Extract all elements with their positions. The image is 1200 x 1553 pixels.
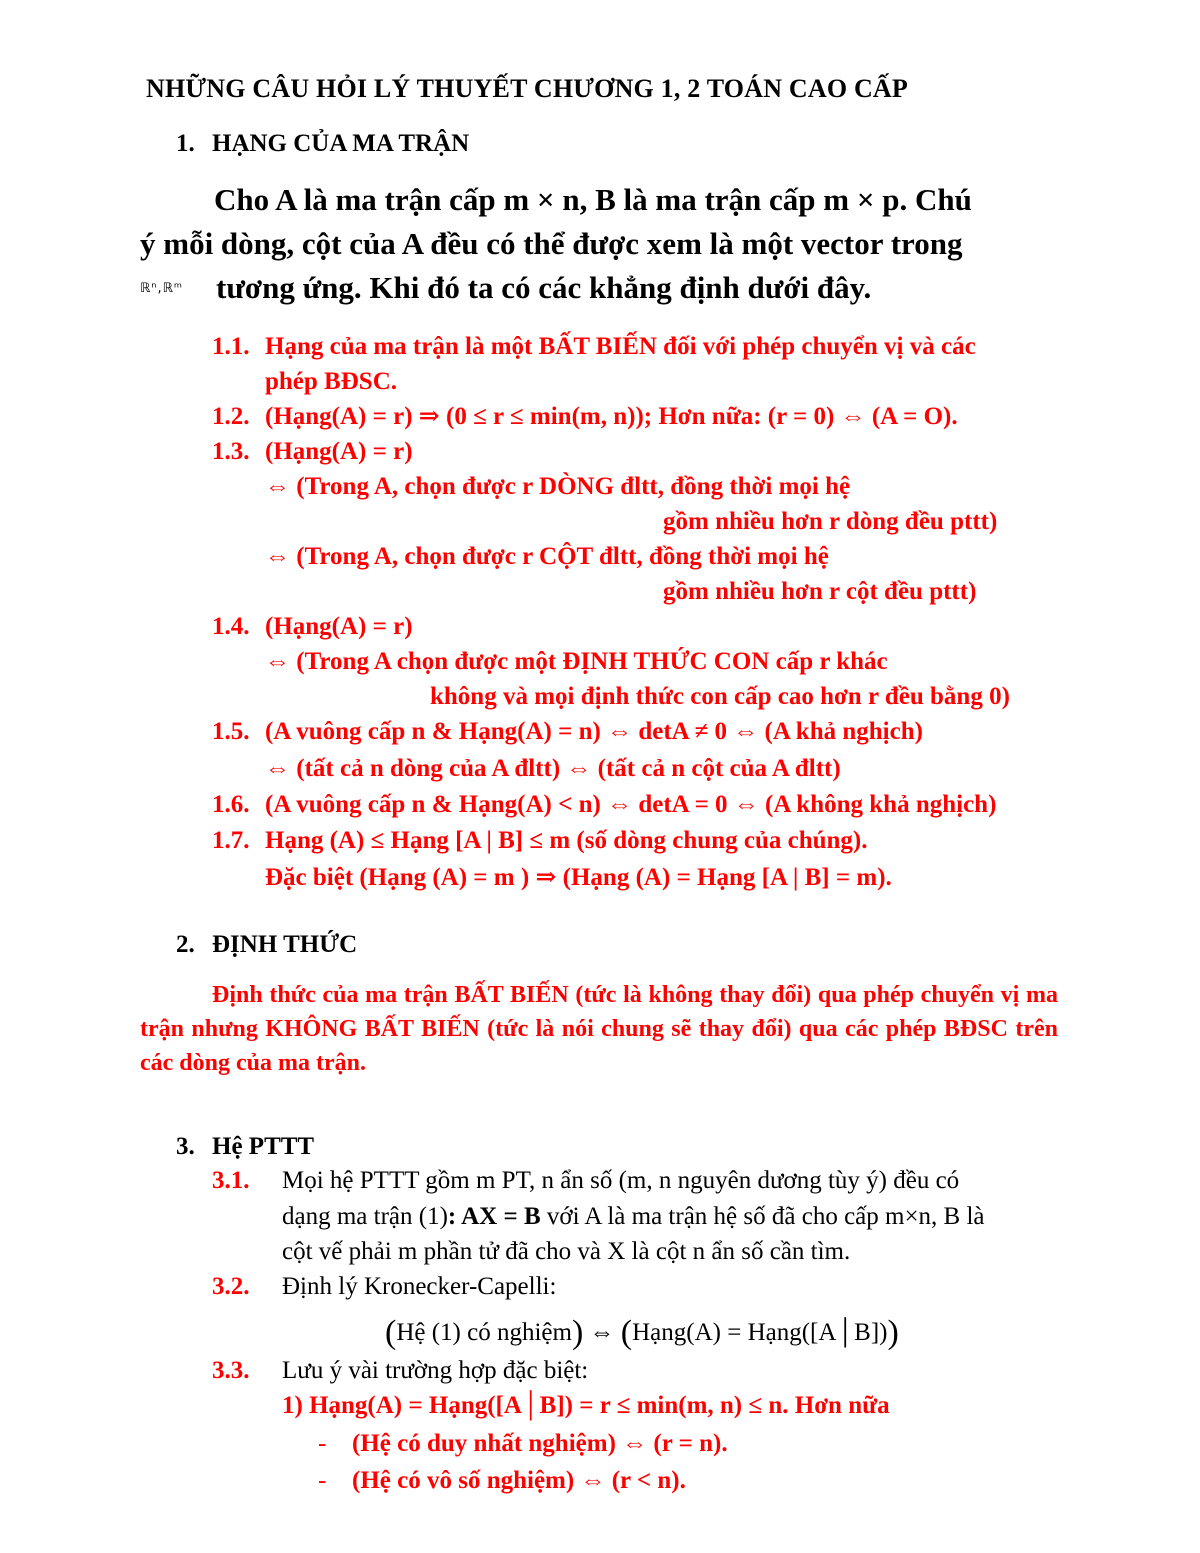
item-3-1-line-2 <box>282 1204 985 1229</box>
item-3-3-line-1: Lưu ý vài trường hợp đặc biệt: <box>282 1357 589 1384</box>
item-1-1-line-2: phép BĐSC. <box>265 368 397 395</box>
item-1-4-line-1: (Hạng(A) = r) <box>265 613 413 640</box>
dash-1: - <box>318 1430 327 1457</box>
case-1: 1) Hạng(A) = Hạng([A│B]) = r ≤ min(m, n) ≤ n. Hơn nữa <box>282 1392 890 1419</box>
section-3-number: 3. <box>176 1133 195 1160</box>
item-1-3-line-2: ⇔ (Trong A, chọn được r DÒNG đltt, đồng thời mọi hệ <box>265 473 851 500</box>
document-title: NHỮNG CÂU HỎI LÝ THUYẾT CHƯƠNG 1, 2 TOÁN CAO CẤP <box>146 74 908 103</box>
case-1-unique-solution: (Hệ có duy nhất nghiệm) ⇔ (r = n). <box>352 1430 728 1457</box>
formula-iff-symbol: ⇔ <box>589 1319 615 1346</box>
intro-line-2: ý mỗi dòng, cột của A đều có thể được xem là một vector trong <box>140 226 963 261</box>
item-3-1-line-3: cột vế phải m phần tử đã cho và X là cột n ẩn số cần tìm. <box>282 1238 851 1265</box>
item-1-1-number: 1.1. <box>212 333 250 360</box>
item-1-6-line-1: (A vuông cấp n & Hạng(A) < n) ⇔ detA = 0 ⇔ (A không khả nghịch) <box>265 791 997 818</box>
item-3-2-number: 3.2. <box>212 1273 250 1300</box>
item-3-3-number: 3.3. <box>212 1357 250 1384</box>
section-1-number: 1. <box>176 130 195 157</box>
section-3-heading: Hệ PTTT <box>212 1133 315 1160</box>
item-1-1-line-1: Hạng của ma trận là một BẤT BIẾN đối với phép chuyển vị và các <box>265 333 976 360</box>
item-1-5-line-1: (A vuông cấp n & Hạng(A) = n) ⇔ detA ≠ 0 ⇔ (A khả nghịch) <box>265 718 923 745</box>
case-1-infinite-solutions: (Hệ có vô số nghiệm) ⇔ (r < n). <box>352 1467 686 1494</box>
item-1-4-number: 1.4. <box>212 613 250 640</box>
formula-left: Hệ (1) có nghiệm <box>396 1319 572 1346</box>
section-1-heading: HẠNG CỦA MA TRẬN <box>212 130 470 157</box>
dash-2: - <box>318 1467 327 1494</box>
item-1-3-number: 1.3. <box>212 438 250 465</box>
item-1-5-line-2: ⇔ (tất cả n dòng của A đltt) ⇔ (tất cả n cột của A đltt) <box>265 755 841 782</box>
item-1-6-number: 1.6. <box>212 791 250 818</box>
item-1-3-line-1: (Hạng(A) = r) <box>265 438 413 465</box>
item-1-3-line-5: gồm nhiều hơn r cột đều pttt) <box>663 578 977 605</box>
section-2-heading: ĐỊNH THỨC <box>212 931 358 958</box>
section-2-paragraph: Định thức của ma trận BẤT BIẾN (tức là không thay đổi) qua phép chuyển vị ma trận nhưng KHÔNG BẤT BIẾN (tức là nói chung sẽ thay đổi) qua các phép BĐSC trên các dòng của ma trận. <box>140 982 1058 1076</box>
intro-line-3: tương ứng. Khi đó ta có các khẳng định dưới đây. <box>216 270 872 305</box>
intro-line-1: Cho A là ma trận cấp m × n, B là ma trận cấp m × p. Chú <box>214 182 972 217</box>
item-1-3-line-4: ⇔ (Trong A, chọn được r CỘT đltt, đồng thời mọi hệ <box>265 543 829 570</box>
kronecker-capelli-formula: (Hệ (1) có nghiệm) ⇔ (Hạng(A) = Hạng([A│B])) <box>385 1314 899 1351</box>
item-1-2-number: 1.2. <box>212 403 250 430</box>
item-1-7-number: 1.7. <box>212 827 250 854</box>
item-1-4-line-3: không và mọi định thức con cấp cao hơn r đều bằng 0) <box>430 683 1010 710</box>
item-3-1-line-2-equation: : AX = B <box>447 1203 541 1230</box>
item-1-5-number: 1.5. <box>212 718 250 745</box>
real-space-symbols: ℝⁿ,ℝᵐ <box>140 281 184 296</box>
item-3-1-line-2-post: với A là ma trận hệ số đã cho cấp m×n, B là <box>540 1203 985 1230</box>
item-1-7-line-1: Hạng (A) ≤ Hạng [A | B] ≤ m (số dòng chung của chúng). <box>265 827 868 854</box>
item-3-2-line-1: Định lý Kronecker-Capelli: <box>282 1273 557 1300</box>
item-3-1-line-2-pre: dạng ma trận (1) <box>282 1203 448 1230</box>
item-1-7-line-2: Đặc biệt (Hạng (A) = m ) ⇒ (Hạng (A) = Hạng [A | B] = m). <box>265 864 892 891</box>
section-2-number: 2. <box>176 931 195 958</box>
formula-right: Hạng(A) = Hạng([A│B]) <box>632 1319 888 1346</box>
item-3-1-line-1: Mọi hệ PTTT gồm m PT, n ẩn số (m, n nguyên dương tùy ý) đều có <box>282 1167 960 1194</box>
item-3-1-number: 3.1. <box>212 1167 250 1194</box>
item-1-2-line-1: (Hạng(A) = r) ⇒ (0 ≤ r ≤ min(m, n)); Hơn nữa: (r = 0) ⇔ (A = O). <box>265 403 958 430</box>
item-1-3-line-3: gồm nhiều hơn r dòng đều pttt) <box>663 508 998 535</box>
item-1-4-line-2: ⇔ (Trong A chọn được một ĐỊNH THỨC CON cấp r khác <box>265 648 888 675</box>
